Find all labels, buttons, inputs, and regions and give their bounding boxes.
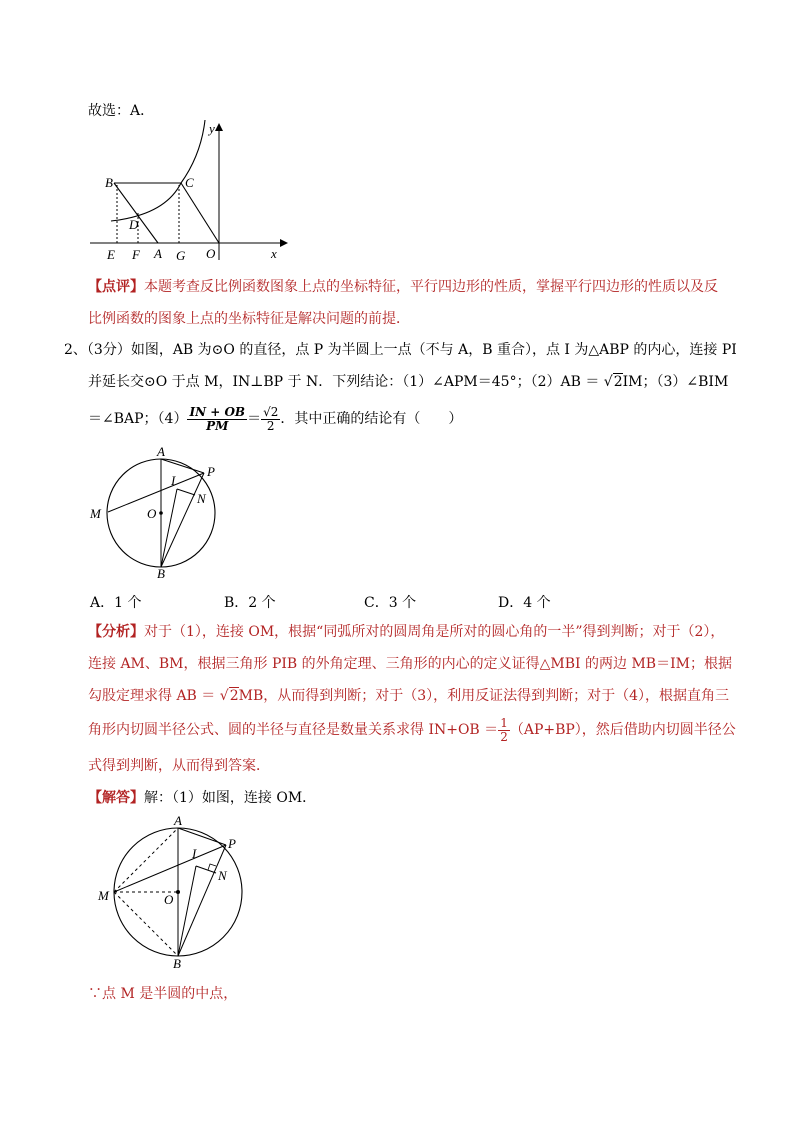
fig2-label-p: P bbox=[207, 464, 215, 479]
analysis-line-3: 勾股定理求得 AB ＝ √2MB，从而得到判断；对于（3），利用反证法得到判断；对于（4），根据直角三 bbox=[88, 688, 730, 704]
analysis-line-2: 连接 AM、BM，根据三角形 PIB 的外角定理、三角形的内心的定义证得△MBI 的两边 MB＝IM；根据 bbox=[88, 656, 732, 672]
solution-tag: 【解答】 bbox=[88, 790, 144, 806]
fig2-label-a: A bbox=[157, 444, 165, 459]
fig1-label-d: D bbox=[129, 217, 139, 232]
q2-line-2: 并延长交⊙O 于点 M，IN⊥BP 于 N．下列结论：（1）∠APM＝45°；（2）AB ＝ √2IM；（3）∠BIM bbox=[88, 374, 729, 390]
analysis-line-4: 角形内切圆半径公式、圆的半径与直径是数量关系求得 IN+OB ＝ $\frac{1}{2}$ （AP+BP），然后借助内切圆半径公 bbox=[88, 715, 736, 744]
analysis-tag: 【分析】 bbox=[88, 624, 144, 640]
fig3-label-b: B bbox=[173, 956, 181, 971]
option-c: C．3 个 bbox=[364, 595, 417, 611]
fraction-one-half: $\frac{1}{2}$ bbox=[500, 715, 508, 744]
answer-line: 故选：A． bbox=[88, 103, 155, 119]
final-line: ∵点 M 是半圆的中点， bbox=[88, 986, 238, 1002]
comment-tag: 【点评】 bbox=[88, 279, 144, 295]
fig1-label-x: x bbox=[271, 246, 277, 261]
comment-line-2: 比例函数的图象上点的坐标特征是解决问题的前提． bbox=[88, 311, 410, 327]
fig2-label-n: N bbox=[197, 491, 206, 506]
fig2-label-m: M bbox=[90, 506, 101, 521]
fig1-label-f: F bbox=[132, 247, 140, 262]
fig3-label-m: M bbox=[98, 888, 109, 903]
option-a: A．1 个 bbox=[90, 595, 142, 611]
fraction-in-ob-over-pm: $\frac{IN + OB}{PM}$ bbox=[189, 404, 246, 433]
analysis-line-5: 式得到判断，从而得到答案． bbox=[88, 758, 270, 774]
fig2-label-b: B bbox=[157, 566, 165, 581]
fig2-label-i: I bbox=[171, 473, 176, 488]
option-b: B．2 个 bbox=[224, 595, 276, 611]
figure-hyperbola-parallelogram bbox=[85, 115, 305, 265]
q2-line-3: ＝∠BAP；（4） $\frac{IN + OB}{PM}$ ＝ $\frac{√2}{2}$ ．其中正确的结论有（ ） bbox=[88, 404, 463, 433]
fig3-label-i: I bbox=[192, 846, 197, 861]
figure-circle-incenter bbox=[85, 443, 245, 583]
fig1-label-y: y bbox=[209, 121, 215, 136]
q2-line-1: 2、（3分）如图，AB 为⊙O 的直径，点 P 为半圆上一点（不与 A，B 重合），点 I 为△ABP 的内心，连接 PI bbox=[64, 342, 737, 358]
fig1-label-b: B bbox=[105, 175, 113, 190]
fig3-label-o: O bbox=[164, 892, 174, 907]
fig3-label-p: P bbox=[228, 836, 236, 851]
fraction-root2-over-2: $\frac{√2}{2}$ bbox=[263, 404, 279, 433]
fig1-label-g: G bbox=[176, 248, 186, 263]
comment-line-1: 【点评】本题考查反比例函数图象上点的坐标特征，平行四边形的性质，掌握平行四边形的性质以及反 bbox=[88, 279, 718, 295]
figure-circle-solution bbox=[90, 812, 260, 972]
fig3-label-a: A bbox=[174, 813, 182, 828]
fig3-label-n: N bbox=[218, 868, 227, 883]
fig1-label-a: A bbox=[154, 246, 162, 261]
fig2-label-o: O bbox=[147, 506, 157, 521]
analysis-line-1: 【分析】对于（1），连接 OM，根据“同弧所对的圆周角是所对的圆心角的一半”得到判断；对于（2）， bbox=[88, 624, 725, 640]
fig1-label-o: O bbox=[206, 246, 216, 261]
fig1-label-c: C bbox=[185, 175, 194, 190]
fig1-label-e: E bbox=[107, 247, 115, 262]
option-d: D．4 个 bbox=[498, 595, 551, 611]
solution-line-1: 【解答】解：（1）如图，连接 OM． bbox=[88, 790, 317, 806]
